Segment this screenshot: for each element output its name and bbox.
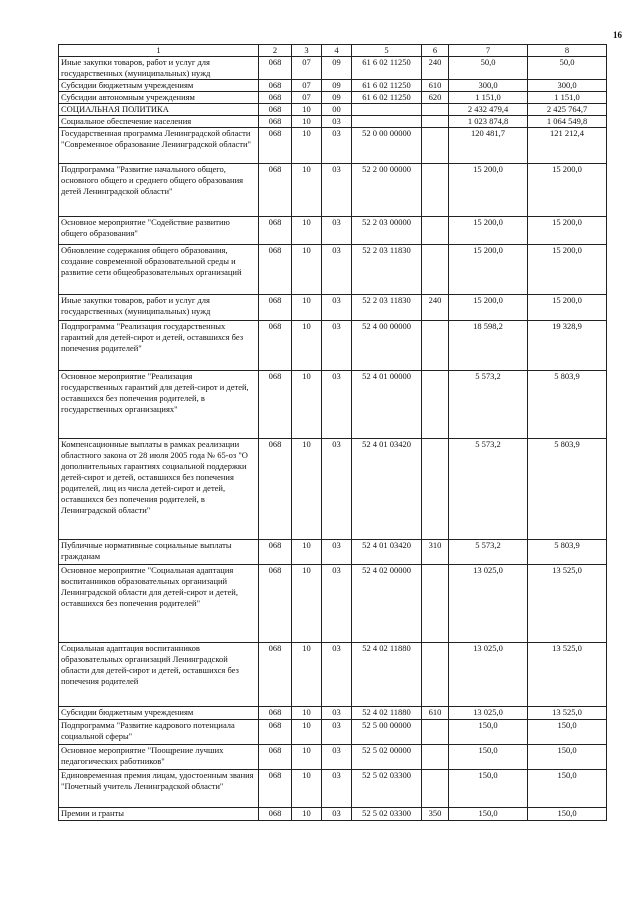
row-section: 10 [292,770,322,808]
row-expense [422,745,449,770]
row-sum2: 13 525,0 [528,565,607,643]
row-ministry: 068 [259,439,292,540]
row-subsection: 03 [322,164,352,217]
row-sum2: 150,0 [528,745,607,770]
row-section: 10 [292,217,322,245]
row-sum2: 13 525,0 [528,707,607,720]
row-name: Публичные нормативные социальные выплаты гражданам [59,540,259,565]
row-target: 52 0 00 00000 [352,128,422,164]
row-sum1: 2 432 479,4 [449,104,528,116]
row-name: Субсидии автономным учреждениям [59,92,259,104]
row-name: Компенсационные выплаты в рамках реализации областного закона от 28 июля 2005 года № 65-оз "О дополнительных гарантиях социальной поддержки детей-сирот и детей, оставшихся без попечения родителей, лиц из числа детей-сирот и детей, оставшихся без попечения родителей, в Ленинградской области" [59,439,259,540]
row-section: 07 [292,57,322,80]
row-name: Иные закупки товаров, работ и услуг для государственных (муниципальных) нужд [59,295,259,321]
row-section: 07 [292,92,322,104]
row-sum2: 15 200,0 [528,245,607,295]
row-sum2: 5 803,9 [528,540,607,565]
row-ministry: 068 [259,707,292,720]
row-expense [422,164,449,217]
row-expense: 350 [422,808,449,821]
row-expense [422,643,449,707]
row-sum2: 1 064 549,8 [528,116,607,128]
row-subsection: 03 [322,720,352,745]
row-subsection: 00 [322,104,352,116]
table-row [59,92,607,104]
page-number: 16 [613,30,622,40]
row-sum1: 18 598,2 [449,321,528,371]
row-name: Основное мероприятие "Содействие развитию общего образования" [59,217,259,245]
row-name: Иные закупки товаров, работ и услуг для государственных (муниципальных) нужд [59,57,259,80]
column-header: 4 [322,45,352,57]
row-expense [422,371,449,439]
row-sum1: 15 200,0 [449,164,528,217]
row-target: 52 4 01 03420 [352,540,422,565]
row-section: 10 [292,707,322,720]
row-sum2: 15 200,0 [528,164,607,217]
row-ministry: 068 [259,540,292,565]
row-name: Субсидии бюджетным учреждениям [59,80,259,92]
row-sum2: 150,0 [528,808,607,821]
row-ministry: 068 [259,217,292,245]
row-expense: 610 [422,80,449,92]
row-sum1: 150,0 [449,745,528,770]
row-subsection: 03 [322,439,352,540]
row-sum2: 13 525,0 [528,643,607,707]
row-section: 10 [292,295,322,321]
row-target: 52 4 01 00000 [352,371,422,439]
table-row [59,116,607,128]
row-name: Обновление содержания общего образования, создание современной образовательной среды и развитие сети общеобразовательных организаций [59,245,259,295]
row-target: 61 6 02 11250 [352,92,422,104]
row-ministry: 068 [259,116,292,128]
table-row [59,720,607,745]
row-ministry: 068 [259,643,292,707]
row-expense [422,439,449,540]
row-target: 52 4 02 11880 [352,707,422,720]
row-subsection: 03 [322,565,352,643]
row-expense [422,116,449,128]
row-name: Основное мероприятие "Поощрение лучших педагогических работников" [59,745,259,770]
table-row [59,643,607,707]
row-subsection: 03 [322,245,352,295]
row-expense [422,770,449,808]
row-section: 10 [292,245,322,295]
column-header: 3 [292,45,322,57]
row-sum2: 300,0 [528,80,607,92]
row-target: 52 5 02 00000 [352,745,422,770]
column-header: 2 [259,45,292,57]
row-expense [422,104,449,116]
row-subsection: 03 [322,770,352,808]
column-number-row [59,45,607,57]
row-sum2: 15 200,0 [528,295,607,321]
row-sum1: 5 573,2 [449,371,528,439]
row-subsection: 09 [322,57,352,80]
row-sum1: 13 025,0 [449,565,528,643]
table-row [59,57,607,80]
row-ministry: 068 [259,104,292,116]
row-expense [422,720,449,745]
row-section: 10 [292,371,322,439]
row-name: Государственная программа Ленинградской области "Современное образование Ленинградской области" [59,128,259,164]
row-sum1: 150,0 [449,808,528,821]
row-section: 10 [292,808,322,821]
row-ministry: 068 [259,245,292,295]
row-expense [422,565,449,643]
row-target: 52 5 02 03300 [352,808,422,821]
table-row [59,745,607,770]
row-sum2: 19 328,9 [528,321,607,371]
row-target: 61 6 02 11250 [352,80,422,92]
row-expense: 310 [422,540,449,565]
row-sum1: 300,0 [449,80,528,92]
table-row [59,770,607,808]
row-expense: 610 [422,707,449,720]
row-target: 52 4 01 03420 [352,439,422,540]
row-target: 52 2 00 00000 [352,164,422,217]
row-name: Подпрограмма "Реализация государственных гарантий для детей-сирот и детей, оставшихся без попечения родителей" [59,321,259,371]
row-target: 52 2 03 11830 [352,245,422,295]
row-expense [422,245,449,295]
row-subsection: 03 [322,371,352,439]
table-row [59,128,607,164]
row-sum1: 13 025,0 [449,707,528,720]
table-row [59,371,607,439]
row-sum2: 121 212,4 [528,128,607,164]
row-sum1: 50,0 [449,57,528,80]
table-row [59,80,607,92]
row-target [352,104,422,116]
row-target: 52 4 00 00000 [352,321,422,371]
row-sum2: 5 803,9 [528,439,607,540]
row-expense [422,321,449,371]
column-header: 7 [449,45,528,57]
table-row [59,565,607,643]
row-ministry: 068 [259,808,292,821]
row-sum2: 150,0 [528,770,607,808]
row-subsection: 03 [322,295,352,321]
row-section: 10 [292,116,322,128]
row-section: 10 [292,565,322,643]
row-sum2: 150,0 [528,720,607,745]
row-subsection: 03 [322,321,352,371]
row-sum2: 1 151,0 [528,92,607,104]
row-name: Основное мероприятие "Социальная адаптация воспитанников образовательных организаций Ленинградской области для детей-сирот и детей, оставшихся без попечения родителей" [59,565,259,643]
row-section: 10 [292,720,322,745]
row-name: Основное мероприятие "Реализация государственных гарантий для детей-сирот и детей, оставшихся без попечения родителей, в государственных организациях" [59,371,259,439]
row-ministry: 068 [259,321,292,371]
row-target: 52 2 03 00000 [352,217,422,245]
table-row [59,707,607,720]
row-subsection: 03 [322,128,352,164]
row-target: 52 5 00 00000 [352,720,422,745]
column-header: 1 [59,45,259,57]
row-subsection: 03 [322,116,352,128]
table-row [59,164,607,217]
row-ministry: 068 [259,164,292,217]
row-name: Премии и гранты [59,808,259,821]
row-expense: 240 [422,295,449,321]
row-ministry: 068 [259,565,292,643]
row-name: Социальная адаптация воспитанников образовательных организаций Ленинградской области для детей-сирот и детей, оставшихся без попечения родителей [59,643,259,707]
column-header: 6 [422,45,449,57]
row-target [352,116,422,128]
row-sum1: 150,0 [449,770,528,808]
row-sum2: 15 200,0 [528,217,607,245]
table-row [59,104,607,116]
row-sum1: 5 573,2 [449,540,528,565]
row-subsection: 03 [322,707,352,720]
row-name: Субсидии бюджетным учреждениям [59,707,259,720]
row-ministry: 068 [259,745,292,770]
table-row [59,808,607,821]
row-sum1: 15 200,0 [449,245,528,295]
row-ministry: 068 [259,92,292,104]
row-subsection: 03 [322,217,352,245]
row-subsection: 03 [322,540,352,565]
row-section: 10 [292,128,322,164]
row-section: 10 [292,745,322,770]
row-subsection: 03 [322,745,352,770]
row-section: 10 [292,540,322,565]
table-row [59,540,607,565]
table-row [59,245,607,295]
row-name: Социальное обеспечение населения [59,116,259,128]
table-row [59,321,607,371]
row-subsection: 09 [322,92,352,104]
row-ministry: 068 [259,57,292,80]
row-sum2: 50,0 [528,57,607,80]
row-expense [422,217,449,245]
row-name: СОЦИАЛЬНАЯ ПОЛИТИКА [59,104,259,116]
row-ministry: 068 [259,295,292,321]
row-name: Подпрограмма "Развитие начального общего, основного общего и среднего общего образования детей Ленинградской области" [59,164,259,217]
row-subsection: 09 [322,80,352,92]
row-sum1: 1 151,0 [449,92,528,104]
row-sum1: 13 025,0 [449,643,528,707]
row-sum1: 15 200,0 [449,295,528,321]
row-section: 10 [292,439,322,540]
table-row [59,295,607,321]
row-target: 61 6 02 11250 [352,57,422,80]
row-expense: 620 [422,92,449,104]
row-ministry: 068 [259,371,292,439]
row-name: Подпрограмма "Развитие кадрового потенциала социальной сферы" [59,720,259,745]
budget-table [58,44,607,821]
row-section: 10 [292,321,322,371]
row-expense: 240 [422,57,449,80]
row-target: 52 2 03 11830 [352,295,422,321]
row-sum1: 5 573,2 [449,439,528,540]
row-ministry: 068 [259,80,292,92]
row-target: 52 5 02 03300 [352,770,422,808]
column-header: 5 [352,45,422,57]
row-sum1: 120 481,7 [449,128,528,164]
row-section: 10 [292,104,322,116]
row-target: 52 4 02 00000 [352,565,422,643]
row-name: Единовременная премия лицам, удостоенным звания "Почетный учитель Ленинградской области" [59,770,259,808]
row-ministry: 068 [259,770,292,808]
row-sum2: 5 803,9 [528,371,607,439]
row-sum2: 2 425 764,7 [528,104,607,116]
row-sum1: 1 023 874,8 [449,116,528,128]
row-sum1: 150,0 [449,720,528,745]
table-row [59,439,607,540]
row-sum1: 15 200,0 [449,217,528,245]
row-target: 52 4 02 11880 [352,643,422,707]
row-expense [422,128,449,164]
row-subsection: 03 [322,808,352,821]
row-section: 07 [292,80,322,92]
row-ministry: 068 [259,720,292,745]
row-ministry: 068 [259,128,292,164]
table-row [59,217,607,245]
row-subsection: 03 [322,643,352,707]
column-header: 8 [528,45,607,57]
row-section: 10 [292,164,322,217]
row-section: 10 [292,643,322,707]
